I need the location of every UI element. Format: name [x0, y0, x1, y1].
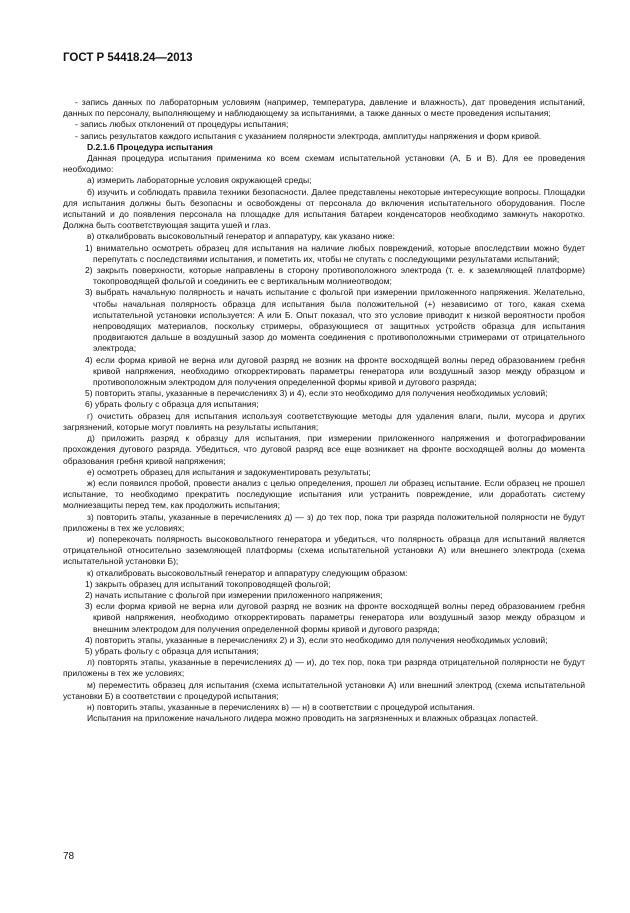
page-number: 78	[63, 851, 75, 862]
paragraph: Данная процедура испытания применима ко всем схемам испытательной установки (А, Б и В). Для ее проведения необходимо:	[63, 153, 585, 175]
list-item: н) повторить этапы, указанные в перечислениях в) — н) в соответствии с процедурой испытания.	[87, 701, 475, 712]
document-header: ГОСТ Р 54418.24—2013	[63, 52, 193, 64]
paragraph: - запись данных по лабораторным условиям (например, температура, давление и влажность), дат проведения испытаний, данных по персоналу, выполняющему и наблюдающему за испытаниями, а также данных о месте проведения испытания;	[63, 97, 585, 119]
sub-item: 2) начать испытание с фольгой при измерении приложенного напряжения;	[85, 589, 383, 600]
list-item: в) откалибровать высоковольтный генератор и аппаратуру, как указано ниже:	[87, 231, 395, 242]
page-body	[63, 97, 585, 724]
paragraph: - запись результатов каждого испытания с указанием полярности электрода, амплитуды напряжения и форм кривой.	[75, 130, 542, 141]
list-item: з) повторить этапы, указанные в перечислениях д) — з) до тех пор, пока три разряда положительной полярности не будут приложены в тех же условиях;	[63, 511, 585, 533]
sub-item: 4) повторить этапы, указанные в перечислениях 2) и 3), если это необходимо для получения необходимых условий;	[85, 634, 548, 645]
list-item: л) повторять этапы, указанные в перечислениях д) — и), до тех пор, пока три разряда отрицательной полярности не будут приложены в тех же условиях;	[63, 657, 585, 679]
paragraph: Испытания на приложение начального лидера можно проводить на загрязненных и влажных образцах лопастей.	[87, 713, 539, 724]
list-item: и) поперекочать полярность высоковольтного генератора и убедиться, что полярность образца для испытаний является отрицательной относительно заземляющей платформы (схема испытательной установки А) или внешнего электрода (схема испытательной установки Б);	[63, 533, 585, 567]
list-item: д) приложить разряд к образцу для испытания, при измерении приложенного напряжения и фотографировании прохождения дугового разряда. Убедиться, что дуговой разряд все еще возникает на фронте восходящей волны до момента образования гребня кривой напряжения;	[63, 433, 585, 466]
list-item: ж) если появился пробой, провести анализ с целью определения, прошел ли образец испытание. Если образец не прошел испытание, то необходимо прекратить последующие испытания или устранить повреждение, или доработать систему молниезащиты перед тем, как продолжить испытания;	[63, 477, 585, 511]
section-heading: D.2.1.6 Процедура испытания	[87, 141, 213, 152]
sub-item: 1) закрыть образец для испытаний токопроводящей фольгой;	[85, 578, 331, 589]
list-item: б) изучить и соблюдать правила техники безопасности. Далее представлены некоторые интересующие вопросы. Площадки для испытания должны быть безопасны и освобождены от персонала до включения испытательного оборудования. После испытаний и до появления персонала на площадке для испытания батареи конденсаторов необходимо замкнуть накоротко. Должна быть соответствующая защита ушей и глаз.	[63, 186, 585, 231]
list-item: г) очистить образец для испытания используя соответствующие методы для удаления влаги, пыли, мусора и других загрязнений, которые могут повлиять на результаты испытания;	[63, 410, 585, 432]
sub-item: 5) убрать фольгу с образца для испытания;	[85, 645, 259, 656]
list-item: м) переместить образец для испытания (схема испытательной установки А) или внешний электрод (схема испытательной установки Б) в соответствии с процедурой испытания;	[63, 679, 585, 701]
list-item: к) откалибровать высоковольтный генератор и аппаратуру следующим образом:	[87, 567, 408, 578]
sub-item: 5) повторить этапы, указанные в перечислениях 3) и 4), если это необходимо для получения необходимых условий;	[85, 388, 548, 399]
list-item: а) измерить лабораторные условия окружающей среды;	[87, 175, 312, 186]
sub-item: 3) выбрать начальную полярность и начать испытание с фольгой при измерении приложенного напряжения. Желательно, чтобы начальная полярность образца для испытания была положительной (+) независимо от того, какая схема испытательной установки используется: А или Б. Опыт показал, что это условие приводит к низкой вероятности пробоя непроводящих материалов, поскольку стримеры, образующиеся от защитных устройств образца для испытания продвигаются дальше в воздушный зазор до момента соединения с противоположными стримерами от отрицательного электрода;	[85, 287, 585, 354]
list-item: е) осмотреть образец для испытания и задокументировать результаты;	[87, 466, 371, 477]
paragraph: - запись любых отклонений от процедуры испытания;	[75, 119, 289, 130]
sub-item: 2) закрыть поверхности, которые направлены в сторону противоположного электрода (т. е. к заземляющей платформе) токопроводящей фольгой и соединить ее с вертикальным молниеотводом;	[85, 265, 585, 287]
sub-item: 4) если форма кривой не верна или дуговой разряд не возник на фронте восходящей волны перед образованием гребня кривой напряжения, необходимо откорректировать параметры генератора или воздушный зазор между образцом и противоположным электродом для получения определенной формы кривой и дугового разряда;	[85, 354, 585, 388]
sub-item: 3) если форма кривой не верна или дуговой разряд не возник на фронте восходящей волны перед образованием гребня кривой напряжения, необходимо откорректировать параметры генератора или воздушный зазор между образцом и внешним электродом для получения определенной формы кривой и дугового разряда;	[85, 601, 585, 634]
sub-item: 1) внимательно осмотреть образец для испытания на наличие любых повреждений, которые впоследствии можно будет перепутать с последствиями испытания, и пометить их, чтобы не спутать с последующими результатами испытаний;	[85, 242, 585, 264]
sub-item: 6) убрать фольгу с образца для испытания;	[85, 399, 259, 410]
